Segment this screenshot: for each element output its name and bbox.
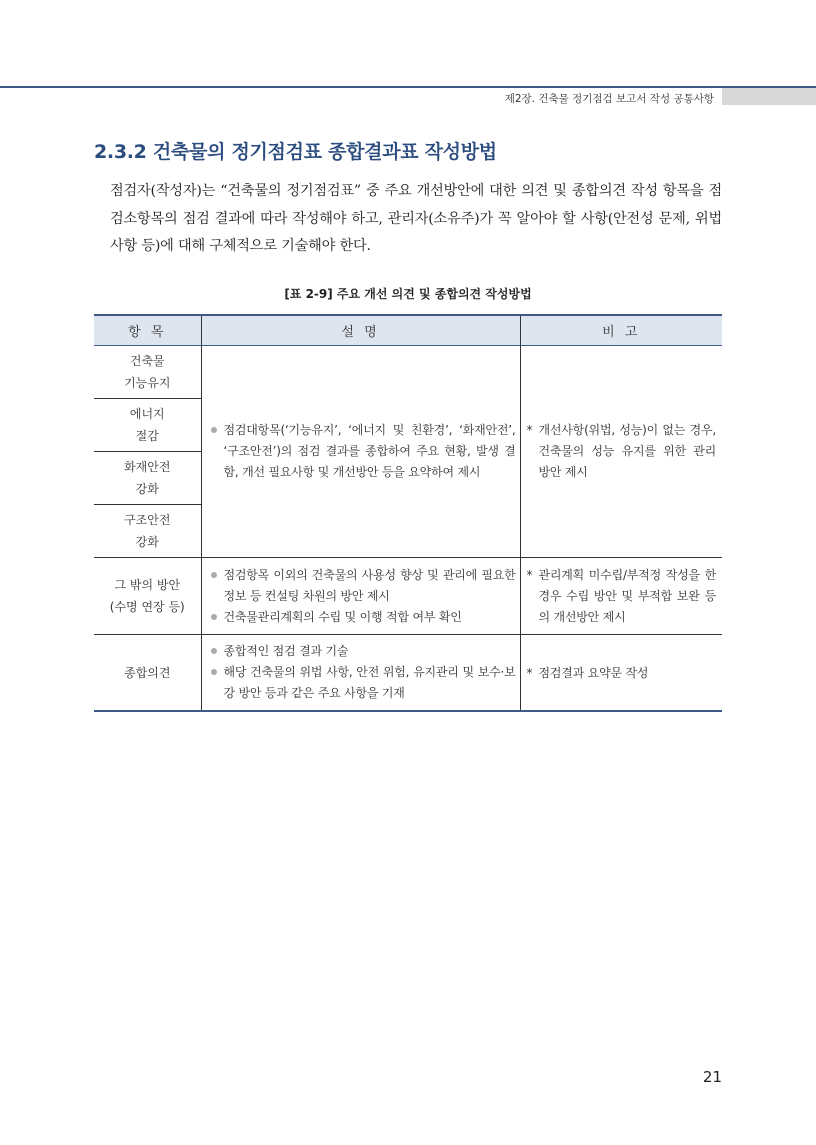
description-cell xyxy=(201,346,520,558)
note-text: 점검결과 요약문 작성 xyxy=(538,666,649,680)
table-row xyxy=(94,635,722,712)
note-text: 개선사항(위법, 성능)이 없는 경우, 건축물의 성능 유지를 위한 관리 방안 제시 xyxy=(538,423,716,479)
description-item: 종합적인 점검 결과 기술 xyxy=(206,641,516,662)
item-cell: 그 밖의 방안 (수명 연장 등) xyxy=(94,558,201,635)
header-rule xyxy=(0,86,816,88)
page-number: 21 xyxy=(702,1068,722,1086)
header-item: 항 목 xyxy=(94,315,201,346)
header-note: 비 고 xyxy=(520,315,722,346)
section-title: 2.3.2 건축물의 정기점검표 종합결과표 작성방법 xyxy=(94,141,497,163)
description-item: 점검항목 이외의 건축물의 사용성 향상 및 관리에 필요한 정보 등 컨설팅 차원의 방안 제시 xyxy=(206,565,516,607)
note-cell xyxy=(520,558,722,635)
description-cell xyxy=(201,635,520,712)
note-marker: * xyxy=(526,567,533,582)
chapter-tab-box xyxy=(722,88,816,105)
description-item: 점검대항목(‘기능유지’, ‘에너지 및 친환경’, ‘화재안전’, ‘구조안전’)의 점검 결과를 종합하여 주요 현황, 발생 결함, 개선 필요사항 및 개선방안 등을 요약하여 제시 xyxy=(206,420,516,483)
table-header-row xyxy=(94,315,722,346)
description-cell xyxy=(201,558,520,635)
table-caption: [표 2-9] 주요 개선 의견 및 종합의견 작성방법 xyxy=(284,287,532,301)
intro-paragraph: 점검자(작성자)는 “건축물의 정기점검표” 중 주요 개선방안에 대한 의견 및 종합의견 작성 항목을 점검소항목의 점검 결과에 따라 작성해야 하고, 관리자(소유주)가 꼭 알아야 할 사항(안전성 문제, 위법사항 등)에 대해 구체적으로 기술해야 한다. xyxy=(110,183,722,254)
item-cell: 화재안전 강화 xyxy=(94,452,201,505)
description-item: 해당 건축물의 위법 사항, 안전 위험, 유지관리 및 보수·보강 방안 등과 같은 주요 사항을 기재 xyxy=(206,662,516,704)
note-marker: * xyxy=(526,666,533,680)
item-cell: 구조안전 강화 xyxy=(94,505,201,558)
item-cell: 에너지 절감 xyxy=(94,399,201,452)
table-row xyxy=(94,558,722,635)
chapter-header: 제2장. 건축물 정기점검 보고서 작성 공통사항 xyxy=(504,93,714,105)
note-marker: * xyxy=(526,423,533,437)
note-cell xyxy=(520,635,722,712)
note-text: 관리계획 미수립/부적정 작성을 한 경우 수립 방안 및 부적합 보완 등의 개선방안 제시 xyxy=(538,567,716,624)
header-description: 설 명 xyxy=(201,315,520,346)
note-cell xyxy=(520,346,722,558)
description-item: 건축물관리계획의 수립 및 이행 적합 여부 확인 xyxy=(206,607,516,628)
item-cell: 건축물 기능유지 xyxy=(94,346,201,399)
guideline-table xyxy=(94,314,722,712)
table-row xyxy=(94,346,722,399)
item-cell: 종합의견 xyxy=(94,635,201,712)
